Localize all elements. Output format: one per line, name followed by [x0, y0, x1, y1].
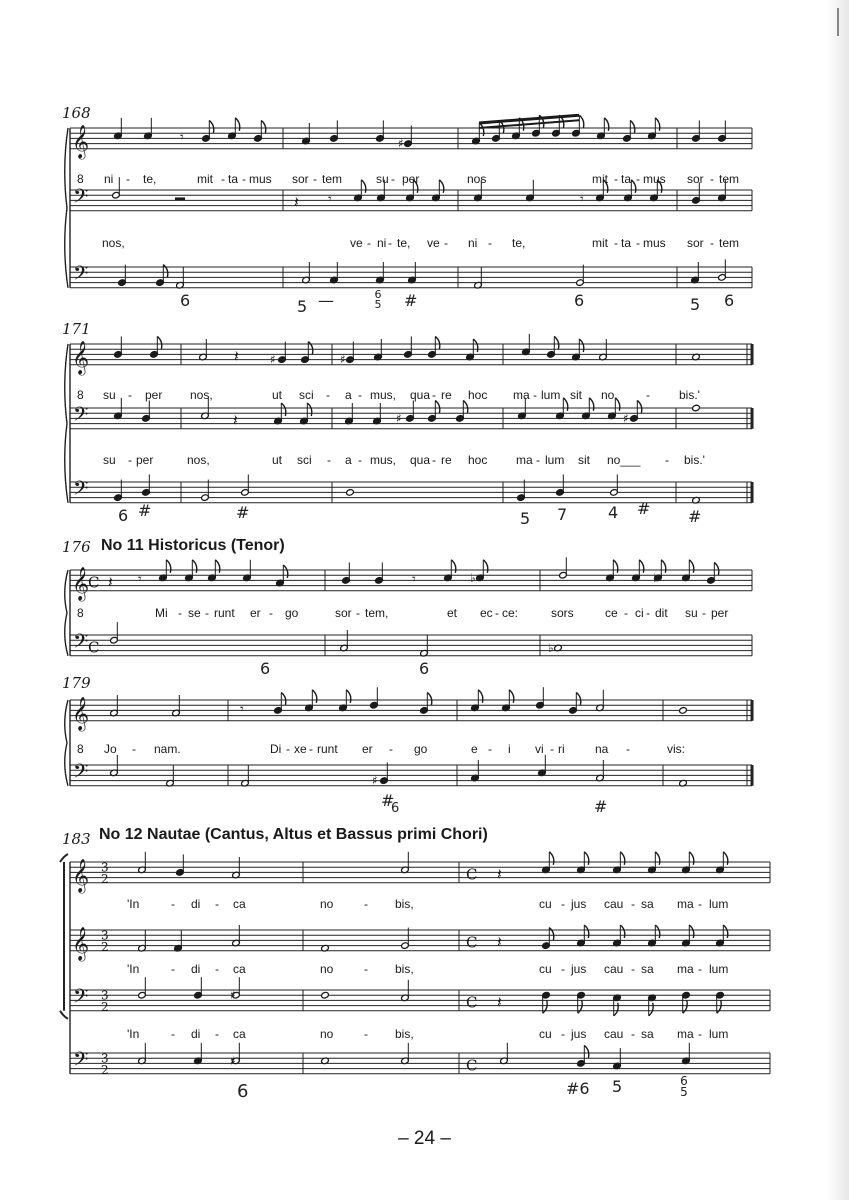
- common-time-sign: C: [466, 933, 478, 952]
- flat-sign: ♭: [470, 570, 476, 585]
- whole-note: [679, 707, 688, 715]
- time-signature-bottom: 2: [101, 939, 109, 954]
- flat-sign: ♭: [653, 570, 659, 585]
- bass-clef-icon: 𝄢: [73, 402, 89, 431]
- note-flag: [281, 403, 286, 416]
- octave-8: 8: [77, 606, 84, 620]
- common-time-sign: C: [466, 1056, 478, 1075]
- sharp-sign: ♯: [396, 411, 402, 426]
- measure-number-168: 168: [62, 104, 91, 122]
- note-flag: [209, 120, 214, 133]
- sharp-sign: ♯: [372, 773, 378, 788]
- bass-clef-icon: 𝄢: [73, 261, 89, 290]
- octave-8: 8: [77, 742, 84, 756]
- note-flag: [604, 118, 609, 131]
- note-flag: [473, 339, 478, 352]
- eighth-rest-icon: 𝄾: [138, 571, 142, 588]
- section-title-historicus: No 11 Historicus (Tenor): [101, 537, 285, 554]
- note-flag: [620, 852, 625, 865]
- note-flag: [361, 180, 366, 193]
- bass-clef-icon: 𝄢: [73, 759, 89, 788]
- whole-note: [321, 991, 330, 999]
- note-flag: [427, 692, 432, 705]
- note-flag: [166, 560, 171, 573]
- eighth-rest-icon: 𝄾: [412, 571, 416, 588]
- bass-clef-icon: 𝄢: [73, 184, 89, 213]
- note-flag: [261, 120, 266, 133]
- common-time-sign: C: [466, 993, 478, 1012]
- time-signature-top: 3: [101, 860, 109, 875]
- bass-clef-icon: 𝄢: [73, 476, 89, 505]
- sharp-sign: ♯: [623, 411, 629, 426]
- system-bracket: [65, 344, 68, 503]
- bass-clef-icon: 𝄢: [73, 1047, 89, 1076]
- system-bracket: [65, 700, 68, 786]
- note-flag: [563, 398, 568, 411]
- note-flag: [435, 400, 440, 413]
- note-flag: [509, 690, 514, 703]
- bass-clef-icon: 𝄢: [73, 984, 89, 1013]
- note-flag: [346, 690, 351, 703]
- note-flag: [554, 336, 559, 349]
- time-signature-bottom: 2: [101, 1062, 109, 1077]
- note-flag: [579, 339, 584, 352]
- note-flag: [630, 120, 635, 133]
- note-flag: [584, 925, 589, 938]
- eighth-rest-icon: 𝄾: [240, 701, 244, 718]
- note-flag: [479, 123, 484, 136]
- whole-note: [692, 404, 701, 412]
- sharp-sign: ♯: [230, 988, 236, 1003]
- note-flag: [435, 336, 440, 349]
- note-flag: [281, 692, 286, 705]
- note-flag: [192, 560, 197, 573]
- time-signature-bottom: 2: [101, 871, 109, 886]
- treble-clef-icon: 𝄞: [72, 339, 90, 374]
- note-flag: [549, 852, 554, 865]
- common-time-sign: C: [88, 638, 100, 657]
- note-flag: [576, 692, 581, 705]
- note-flag: [584, 852, 589, 865]
- measure-number-183: 183: [62, 830, 91, 848]
- note-flag: [689, 852, 694, 865]
- time-signature-top: 3: [101, 1051, 109, 1066]
- quarter-rest-icon: 𝄽: [497, 864, 502, 884]
- treble-clef-icon: 𝄞: [72, 695, 90, 730]
- note-flag: [689, 925, 694, 938]
- choir-bracket: [60, 854, 68, 1019]
- note-flag: [451, 560, 456, 573]
- time-signature-top: 3: [101, 928, 109, 943]
- note-flag: [655, 118, 660, 131]
- eighth-rest-icon: 𝄾: [580, 191, 584, 208]
- note-flag: [483, 560, 488, 573]
- note-flag: [215, 560, 220, 573]
- bass-clef-icon: 𝄢: [73, 629, 89, 658]
- common-time-sign: C: [466, 865, 478, 884]
- note-flag: [714, 562, 719, 575]
- note-flag: [439, 180, 444, 193]
- system-bracket: [65, 128, 68, 288]
- note-flag: [463, 400, 468, 413]
- note-flag: [655, 852, 660, 865]
- note-flag: [283, 565, 288, 578]
- treble-clef-icon: 𝄞: [72, 565, 90, 600]
- quarter-rest-icon: 𝄽: [497, 992, 502, 1012]
- measure-number-176: 176: [62, 538, 91, 556]
- octave-8: 8: [77, 388, 84, 402]
- system-bracket: [65, 570, 68, 656]
- sharp-sign: ♯: [340, 352, 346, 367]
- quarter-rest-icon: 𝄽: [108, 572, 113, 592]
- treble-clef-icon: 𝄞: [72, 123, 90, 158]
- note-flag: [589, 398, 594, 411]
- sharp-sign: ♯: [270, 352, 276, 367]
- note-flag: [478, 690, 483, 703]
- quarter-rest-icon: 𝄽: [233, 410, 238, 430]
- note-flag: [661, 560, 666, 573]
- note-flag: [639, 560, 644, 573]
- section-title-nautae: No 12 Nautae (Cantus, Altus et Bassus primi Chori): [99, 826, 488, 843]
- note-flag: [723, 925, 728, 938]
- measure-number-171: 171: [62, 320, 91, 338]
- time-signature-top: 3: [101, 988, 109, 1003]
- note-flag: [235, 118, 240, 131]
- half-rest: [175, 197, 185, 200]
- note-flag: [637, 400, 642, 413]
- note-flag: [613, 560, 618, 573]
- note-flag: [655, 925, 660, 938]
- quarter-rest-icon: 𝄽: [234, 346, 239, 366]
- quarter-rest-icon: 𝄽: [294, 192, 299, 212]
- note-flag: [615, 398, 620, 411]
- note-flag: [620, 925, 625, 938]
- common-time-sign: C: [88, 573, 100, 592]
- quarter-rest-icon: 𝄽: [497, 932, 502, 952]
- note-flag: [579, 115, 584, 128]
- flat-sign: ♭: [548, 641, 554, 655]
- treble-clef-icon: 𝄞: [72, 925, 90, 960]
- sharp-sign: ♯: [398, 136, 404, 151]
- note-flag: [723, 852, 728, 865]
- sharp-sign: ♯: [230, 1053, 236, 1068]
- page-number: – 24 –: [398, 1128, 451, 1149]
- note-flag: [312, 690, 317, 703]
- time-signature-bottom: 2: [101, 999, 109, 1014]
- note-flag: [157, 336, 162, 349]
- treble-clef-icon: 𝄞: [72, 857, 90, 892]
- note-flag: [584, 1045, 589, 1058]
- note-flag: [689, 560, 694, 573]
- whole-note: [346, 489, 355, 497]
- measure-number-179: 179: [62, 674, 91, 692]
- octave-8: 8: [77, 172, 84, 186]
- note-flag: [307, 403, 312, 416]
- eighth-rest-icon: 𝄾: [180, 129, 184, 146]
- note-flag: [614, 1003, 619, 1016]
- eighth-rest-icon: 𝄾: [328, 191, 332, 208]
- note-flag: [649, 1003, 654, 1016]
